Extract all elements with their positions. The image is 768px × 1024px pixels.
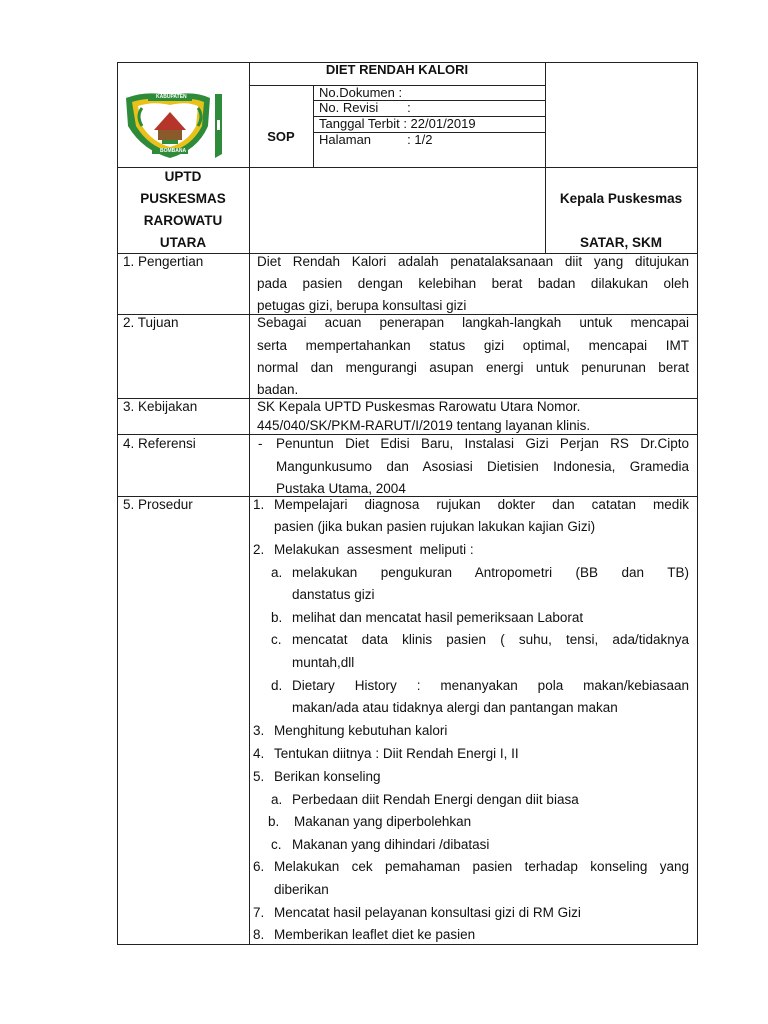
referensi-line: Mangunkusumo dan Asosiasi Dietisien Indonesia, Gramedia [276, 459, 689, 474]
org-line-2: PUSKESMAS [140, 191, 226, 206]
tujuan-line: serta mempertahankan status gizi optimal, mencapai IMT [257, 338, 689, 353]
logo [118, 86, 228, 162]
referensi-line: Penuntun Diet Edisi Baru, Instalasi Gizi Perjan RS Dr.Cipto [276, 436, 689, 451]
substep-text: melihat dan mencatat hasil pemeriksaan Laborat [292, 610, 584, 625]
substep-text: danstatus gizi [292, 587, 375, 602]
org-line-4: UTARA [159, 235, 207, 250]
substep-text: mencatat data klinis pasien ( suhu, tensi, ada/tidaknya [292, 632, 689, 647]
step-number: 6. [253, 859, 265, 874]
section-label-tujuan: 2. Tujuan [123, 315, 179, 330]
substep-letter: b. [268, 814, 280, 829]
tujuan-line: badan. [257, 382, 299, 397]
org-line-3: RAROWATU [143, 213, 223, 228]
document-title: DIET RENDAH KALORI [325, 62, 469, 77]
step-number: 7. [253, 905, 265, 920]
step-text: Berikan konseling [274, 769, 381, 784]
sop-label: SOP [267, 129, 295, 144]
step-text: Tentukan diitnya : Diit Rendah Energi I, II [274, 746, 519, 761]
kebijakan-line: 445/040/SK/PKM-RARUT/I/2019 tentang layanan klinis. [257, 418, 591, 433]
section-label-kebijakan: 3. Kebijakan [123, 399, 198, 414]
step-text: Melakukan assesment meliputi : [274, 542, 474, 557]
substep-text: Makanan yang dihindari /dibatasi [292, 837, 490, 852]
logo-text-bottom: BOMBANA [160, 148, 187, 154]
substep-text: Makanan yang diperbolehkan [294, 814, 472, 829]
step-number: 5. [253, 769, 265, 784]
step-text: Melakukan cek pemahaman pasien terhadap konseling yang [274, 859, 689, 874]
substep-text: melakukan pengukuran Antropometri (BB dan TB) [292, 565, 689, 580]
substep-letter: d. [271, 678, 283, 693]
substep-text: Dietary History : menanyakan pola makan/kebiasaan [292, 678, 689, 693]
step-number: 3. [253, 723, 265, 738]
logo-text-top: KABUPATEN [156, 94, 187, 100]
pengertian-line: petugas gizi, berupa konsultasi gizi [257, 298, 467, 313]
step-text: Mempelajari diagnosa rujukan dokter dan catatan medik [274, 497, 689, 512]
step-text: diberikan [274, 882, 329, 897]
pengertian-line: pada pasien dengan kelebihan berat badan dilakukan oleh [257, 276, 689, 291]
border-right [697, 62, 698, 945]
tujuan-line: Sebagai acuan penerapan langkah-langkah untuk mencapai [257, 315, 689, 330]
step-text: Menghitung kebutuhan kalori [274, 723, 448, 738]
step-number: 8. [253, 927, 265, 942]
head-title: Kepala Puskesmas [559, 191, 683, 206]
section-label-prosedur: 5. Prosedur [123, 497, 193, 512]
border-head-divider [545, 62, 546, 254]
doc-number-field: No.Dokumen : [319, 85, 403, 100]
step-text: Memberikan leaflet diet ke pasien [274, 927, 476, 942]
tujuan-line: normal dan mengurangi asupan energi untuk penurunan berat [257, 360, 689, 375]
head-name: SATAR, SKM [580, 235, 662, 250]
doc-date-field: Tanggal Terbit : 22/01/2019 [319, 116, 476, 131]
step-number: 1. [253, 497, 265, 512]
substep-letter: c. [271, 837, 282, 852]
substep-letter: b. [271, 610, 283, 625]
section-label-referensi: 4. Referensi [123, 436, 196, 451]
substep-text: Perbedaan diit Rendah Energi dengan diit biasa [292, 792, 579, 807]
org-line-1: UPTD [164, 169, 202, 184]
step-text: Mencatat hasil pelayanan konsultasi gizi di RM Gizi [274, 905, 581, 920]
substep-letter: c. [271, 632, 282, 647]
border-col-divider [249, 62, 250, 945]
step-number: 2. [253, 542, 265, 557]
substep-letter: a. [271, 792, 283, 807]
border-sop-divider [313, 85, 314, 168]
kebijakan-line: SK Kepala UPTD Puskesmas Rarowatu Utara Nomor. [257, 399, 581, 414]
referensi-bullet: - [258, 436, 263, 451]
step-text: pasien (jika bukan pasien rujukan lakukan kajian Gizi) [274, 519, 596, 534]
doc-revision-field: No. Revisi : [319, 100, 411, 115]
substep-text: makan/ada atau tidaknya alergi dan pantangan makan [292, 700, 618, 715]
referensi-line: Pustaka Utama, 2004 [276, 481, 406, 496]
doc-page-field: Halaman : 1/2 [319, 132, 433, 147]
step-number: 4. [253, 746, 265, 761]
substep-text: muntah,dll [292, 655, 355, 670]
substep-letter: a. [271, 565, 283, 580]
section-label-pengertian: 1. Pengertian [123, 254, 204, 269]
pengertian-line: Diet Rendah Kalori adalah penatalaksanaan diit yang ditujukan [257, 254, 689, 269]
